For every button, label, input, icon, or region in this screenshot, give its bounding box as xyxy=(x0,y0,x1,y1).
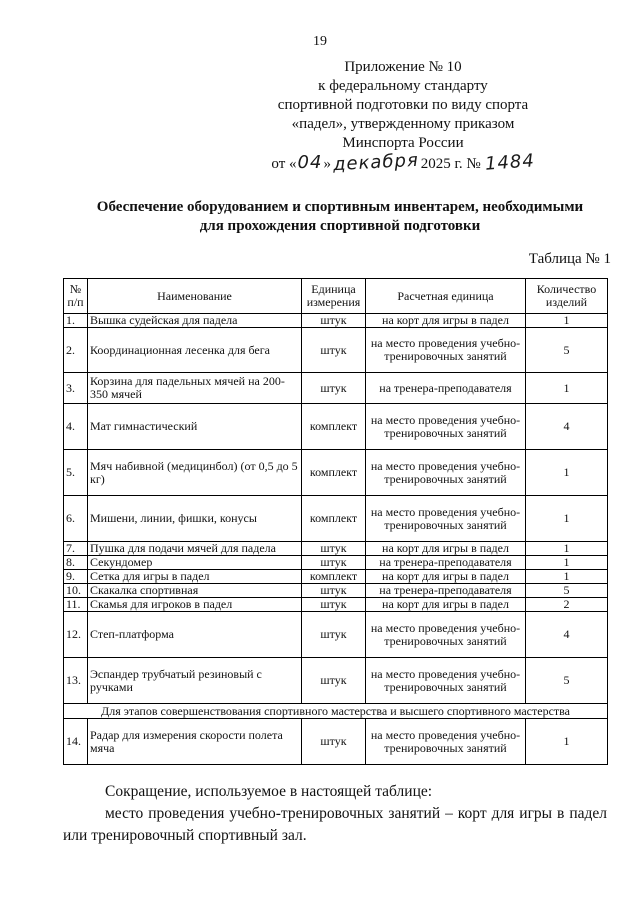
table-row xyxy=(64,450,608,496)
document-title-line-1: Обеспечение оборудованием и спортивным инвентарем, необходимыми xyxy=(96,199,584,215)
table-row xyxy=(64,542,608,556)
row-unit: штук xyxy=(302,328,366,373)
order-day-handwritten: 04 xyxy=(297,152,323,173)
row-calc: на корт для игры в падел xyxy=(366,598,526,612)
row-name: Скамья для игроков в падел xyxy=(88,598,302,612)
row-calc: на место проведения учебно-тренировочных занятий xyxy=(366,328,526,373)
row-unit: штук xyxy=(302,373,366,404)
table-row xyxy=(64,612,608,658)
row-name: Секундомер xyxy=(88,556,302,570)
row-unit: штук xyxy=(302,658,366,704)
row-qty: 1 xyxy=(526,373,608,404)
appendix-header xyxy=(238,58,568,174)
table-row xyxy=(64,719,608,765)
table-row xyxy=(64,496,608,542)
row-name: Скакалка спортивная xyxy=(88,584,302,598)
header-unit: Единица измерения xyxy=(302,279,366,314)
appendix-line-3: спортивной подготовки по виду спорта xyxy=(277,97,529,113)
row-qty: 1 xyxy=(526,496,608,542)
row-qty: 1 xyxy=(526,719,608,765)
row-calc: на корт для игры в падел xyxy=(366,570,526,584)
row-calc: на тренера-преподавателя xyxy=(366,373,526,404)
appendix-line-2: к федеральному стандарту xyxy=(318,78,488,94)
row-unit: комплект xyxy=(302,450,366,496)
row-name: Вышка судейская для падела xyxy=(88,314,302,328)
row-num: 8. xyxy=(64,556,88,570)
row-unit: штук xyxy=(302,719,366,765)
row-num: 6. xyxy=(64,496,88,542)
note-title: Сокращение, используемое в настоящей таблице: xyxy=(105,783,433,800)
appendix-line-1: Приложение № 10 xyxy=(344,59,462,75)
row-unit: комплект xyxy=(302,570,366,584)
row-num: 1. xyxy=(64,314,88,328)
row-name: Радар для измерения скорости полета мяча xyxy=(88,719,302,765)
row-name: Эспандер трубчатый резиновый с ручками xyxy=(88,658,302,704)
row-calc: на место проведения учебно-тренировочных занятий xyxy=(366,658,526,704)
row-unit: штук xyxy=(302,542,366,556)
row-name: Мат гимнастический xyxy=(88,404,302,450)
order-number-handwritten: 1484 xyxy=(484,150,536,175)
table-label: Таблица № 1 xyxy=(528,251,611,267)
row-qty: 1 xyxy=(526,556,608,570)
row-num: 11. xyxy=(64,598,88,612)
row-qty: 1 xyxy=(526,450,608,496)
row-calc: на корт для игры в падел xyxy=(366,314,526,328)
order-year: 2025 г. № xyxy=(420,156,481,172)
row-num: 14. xyxy=(64,719,88,765)
table-row xyxy=(64,598,608,612)
row-qty: 2 xyxy=(526,598,608,612)
document-title-line-2: для прохождения спортивной подготовки xyxy=(199,218,481,234)
table-row xyxy=(64,328,608,373)
header-qty: Количество изделий xyxy=(526,279,608,314)
row-name: Мяч набивной (медицинбол) (от 0,5 до 5 кг) xyxy=(88,450,302,496)
appendix-line-4: «падел», утвержденному приказом xyxy=(291,116,515,132)
row-qty: 1 xyxy=(526,542,608,556)
row-calc: на место проведения учебно-тренировочных занятий xyxy=(366,450,526,496)
row-unit: комплект xyxy=(302,496,366,542)
row-name: Координационная лесенка для бега xyxy=(88,328,302,373)
equipment-table xyxy=(63,278,608,765)
table-row xyxy=(64,373,608,404)
note-text: место проведения учебно-тренировочных занятий – корт для игры в падел или тренировочный спортивный зал. xyxy=(63,805,607,844)
header-num: № п/п xyxy=(64,279,88,314)
row-num: 4. xyxy=(64,404,88,450)
row-num: 9. xyxy=(64,570,88,584)
document-title xyxy=(60,198,620,236)
order-quote-close: » xyxy=(323,156,331,172)
row-calc: на тренера-преподавателя xyxy=(366,556,526,570)
order-prefix: от « xyxy=(271,156,297,172)
row-calc: на место проведения учебно-тренировочных занятий xyxy=(366,612,526,658)
page-number: 19 xyxy=(313,34,327,49)
row-num: 12. xyxy=(64,612,88,658)
row-name: Степ-платформа xyxy=(88,612,302,658)
row-unit: штук xyxy=(302,612,366,658)
table-row xyxy=(64,570,608,584)
row-num: 3. xyxy=(64,373,88,404)
table-row xyxy=(64,658,608,704)
row-unit: комплект xyxy=(302,404,366,450)
table-row xyxy=(64,314,608,328)
row-qty: 5 xyxy=(526,658,608,704)
row-num: 10. xyxy=(64,584,88,598)
row-qty: 1 xyxy=(526,314,608,328)
order-date-line xyxy=(238,149,568,176)
row-qty: 4 xyxy=(526,612,608,658)
row-unit: штук xyxy=(302,584,366,598)
row-name: Сетка для игры в падел xyxy=(88,570,302,584)
row-qty: 4 xyxy=(526,404,608,450)
header-name: Наименование xyxy=(88,279,302,314)
row-qty: 5 xyxy=(526,328,608,373)
table-section-row xyxy=(64,704,608,719)
row-name: Пушка для подачи мячей для падела xyxy=(88,542,302,556)
row-qty: 1 xyxy=(526,570,608,584)
row-calc: на место проведения учебно-тренировочных занятий xyxy=(366,719,526,765)
row-num: 2. xyxy=(64,328,88,373)
row-unit: штук xyxy=(302,598,366,612)
table-row xyxy=(64,584,608,598)
row-calc: на место проведения учебно-тренировочных занятий xyxy=(366,404,526,450)
table-row xyxy=(64,404,608,450)
row-name: Корзина для падельных мячей на 200-350 мячей xyxy=(88,373,302,404)
abbreviation-note xyxy=(63,781,607,847)
row-unit: штук xyxy=(302,556,366,570)
header-calc: Расчетная единица xyxy=(366,279,526,314)
section-label: Для этапов совершенствования спортивного мастерства и высшего спортивного мастерства xyxy=(64,704,608,719)
row-unit: штук xyxy=(302,314,366,328)
appendix-line-5: Минспорта России xyxy=(342,135,464,151)
table-row xyxy=(64,556,608,570)
row-qty: 5 xyxy=(526,584,608,598)
table-header-row xyxy=(64,279,608,314)
row-num: 5. xyxy=(64,450,88,496)
row-num: 13. xyxy=(64,658,88,704)
row-name: Мишени, линии, фишки, конусы xyxy=(88,496,302,542)
row-calc: на место проведения учебно-тренировочных занятий xyxy=(366,496,526,542)
row-calc: на корт для игры в падел xyxy=(366,542,526,556)
row-num: 7. xyxy=(64,542,88,556)
row-calc: на тренера-преподавателя xyxy=(366,584,526,598)
order-month-handwritten: декабря xyxy=(332,149,420,176)
